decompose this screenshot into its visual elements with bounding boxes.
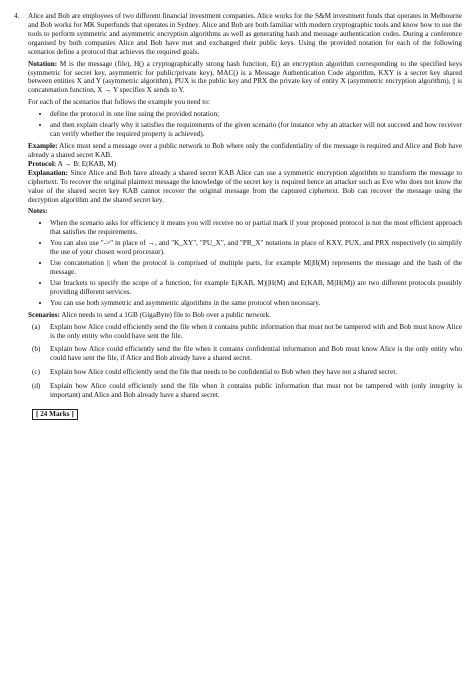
- note-item: • When the scenario asks for efficiency it means you will receive no or partial mark if your proposed protocol is not the most efficient approach that satisfies the requirements.: [50, 219, 462, 237]
- example-label: Example:: [28, 141, 58, 150]
- scenario-part-a: [28, 323, 462, 341]
- marks-badge: [ 24 Marks ]: [32, 409, 78, 420]
- example-text: Alice must send a message over a public network to Bob where only the confidentiality of the message is required and Alice and Bob have already a shared secret KAB.: [28, 141, 462, 159]
- note-item: • Use brackets to specify the scope of a function, for example E(KAB, M)||H(M) and E(KAB, M||H(M)) are two different protocols possibly providing different services.: [50, 279, 462, 297]
- part-label: (a): [32, 322, 40, 331]
- part-text: Explain how Alice could efficiently send the file that needs to be confidential to Bob when they have not a shared secret.: [50, 368, 398, 377]
- part-label: (b): [32, 345, 41, 354]
- scenarios-paragraph: [28, 311, 462, 320]
- scenario-part-d: [28, 382, 462, 400]
- note-item: • You can also use "->" in place of →, and "K_XY", "PU_X", and "PR_X" notations in place of KXY, PUX, and PRX respectively (to simplify the use of your chosen word processor).: [50, 239, 462, 257]
- scenarios-label: Scenarios:: [28, 310, 60, 319]
- explanation-label: Explanation:: [28, 168, 68, 177]
- scenario-intro: For each of the scenarios that follows the example you need to:: [28, 98, 210, 107]
- notation-paragraph: [28, 60, 462, 96]
- example-paragraph: [28, 142, 462, 204]
- scenario-part-c: [28, 368, 462, 377]
- note-item: • You can use both symmetric and asymmetric algorithms in the same protocol when necessary.: [50, 299, 462, 308]
- scenario-part-b: [28, 345, 462, 363]
- notation-text: M is the message (file), H() a cryptographically strong hash function, E() an encryption algorithm corresponding to the specified keys (symmetric for secret key, asymmetric for public/private key), MAC() is a Message Authentication Code algorithm, KXY is a secret key shared between entities X and Y (asymmetric algorithm), PUX is the public key and PRX the private key of entity X (asymmetric encryption algorithm), || is concatenation function, X → Y specifies X sends to Y.: [28, 59, 462, 95]
- question-block: [14, 12, 462, 420]
- notation-label: Notation:: [28, 59, 58, 68]
- part-text: Explain how Alice could efficiently send the file when it contains confidential information and Bob must know Alice is the only entity who could have sent the file, if Alice and Bob already have a shared secret.: [50, 345, 462, 363]
- question-intro: Alice and Bob are employees of two different financial investment companies. Alice works for the S&M investment funds that operates in Melbourne and Bob works for MK Superfunds that operates in Sydney. Alice and Bob are both familiar with modern cryptographic tools and know how to use the tools to perform symmetric and asymmetric encryption algorithms as well as generating hash and message authentication codes. During a conference organised by both companies Alice and Bob have met and exchanged their public keys. Using the provided notation for each of the following scenarios define a protocol that achieves the required goals.: [28, 12, 462, 56]
- part-text: Explain how Alice could efficiently send the file when it contains public information that must not be tampered with (only integrity is important) and Alice and Bob already have a shared secret.: [50, 382, 462, 400]
- notes-label: Notes:: [28, 207, 48, 216]
- protocol-text: A → B: E(KAB, M): [57, 159, 117, 168]
- instruction-list: [28, 110, 462, 139]
- part-label: (d): [32, 382, 41, 391]
- part-text: Explain how Alice could efficiently send the file when it contains public information that must not be tampered with and Bob must know Alice is the only entity who could have sent the file.: [50, 322, 462, 340]
- note-item: • Use concatenation || when the protocol is comprised of multiple parts, for example M||H(M) represents the message and the hash of the message.: [50, 259, 462, 277]
- question-number: 4.: [14, 12, 20, 20]
- scenario-parts: [28, 323, 462, 400]
- notes-list: [28, 219, 462, 307]
- scenarios-intro: Alice needs to send a 1GB (GigaByte) file to Bob over a public network.: [61, 310, 271, 319]
- part-label: (c): [32, 368, 40, 377]
- protocol-label: Protocol:: [28, 159, 57, 168]
- instruction-item: • and then explain clearly why it satisfies the requirements of the given scenario (for instance why an attacker will not succeed and how receiver can verify whether the required property is achieved).: [50, 121, 462, 139]
- explanation-text: Since Alice and Bob have already a shared secret KAB Alice can use a symmetric encryption algorithm to transform the message to ciphertext. To recover the original plaintext message the knowledge of the secret key is required hence an attacker such as Eve who does not know the value of the shared secret key KAB cannot recover the original message from the captured ciphertext. Bob can recover the message using the decryption algorithm and the shared secret key.: [28, 168, 462, 204]
- instruction-item: • define the protocol in one line using the provided notation;: [50, 110, 462, 119]
